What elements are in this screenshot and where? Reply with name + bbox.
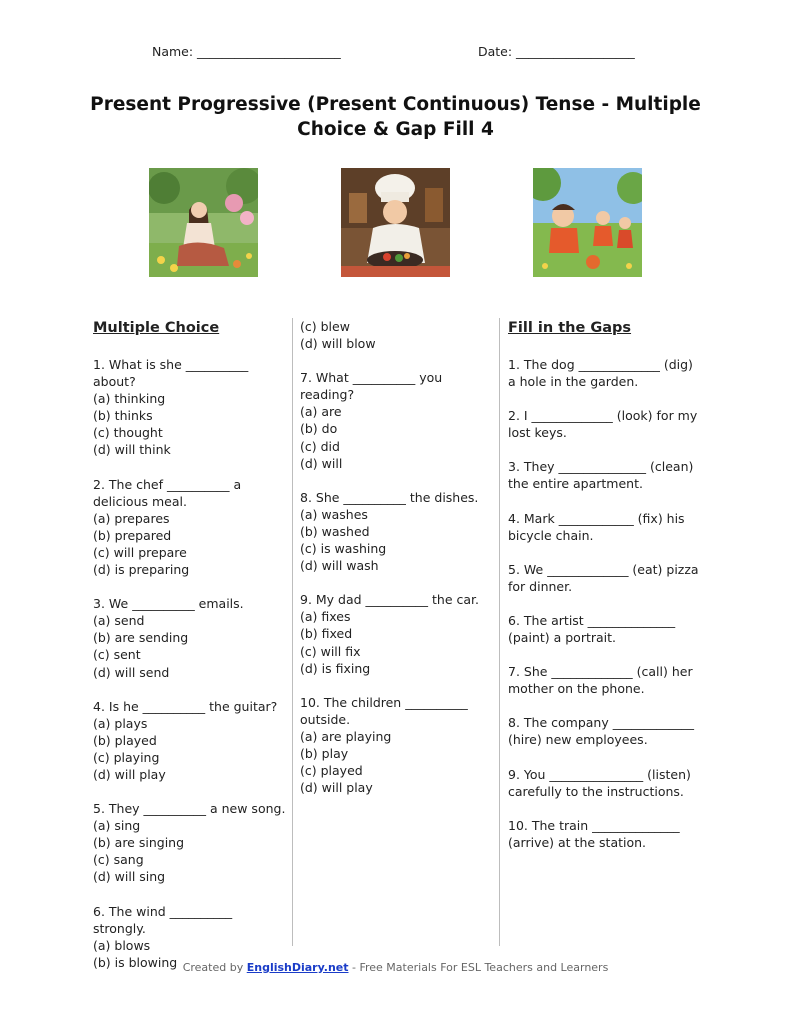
option: (d) will sing <box>93 869 166 885</box>
illustration-chef-cooking <box>341 168 450 277</box>
option: (c) sang <box>93 852 144 868</box>
question-stem: 3. We __________ emails. <box>93 596 244 612</box>
option: (d) is fixing <box>300 660 371 676</box>
option: (d) will blow <box>300 336 376 352</box>
question-stem: 9. My dad __________ the car. <box>300 592 480 608</box>
illustration-children-playing <box>533 168 642 277</box>
option: (a) are <box>300 404 342 420</box>
mc-question <box>300 369 493 472</box>
mc-question <box>93 356 288 459</box>
option: (d) will think <box>93 442 171 458</box>
footer-link[interactable]: EnglishDiary.net <box>246 961 349 974</box>
option: (b) are sending <box>93 630 189 646</box>
option: (c) did <box>300 438 340 454</box>
title-line-2: Choice & Gap Fill 4 <box>297 119 494 140</box>
mc-question <box>93 595 288 680</box>
question-stem: 1. What is she __________ about? <box>93 357 249 390</box>
mc-question-continued <box>300 318 493 352</box>
question-stem: 5. They __________ a new song. <box>93 801 286 817</box>
option: (b) do <box>300 421 338 437</box>
mc-question <box>300 489 493 574</box>
option: (d) will wash <box>300 558 379 574</box>
option: (a) fixes <box>300 609 351 625</box>
option: (a) thinking <box>93 391 166 407</box>
question-stem: 4. Is he __________ the guitar? <box>93 698 278 714</box>
date-field: Date: ___________________ <box>478 44 635 59</box>
footer <box>0 961 791 974</box>
option: (c) will prepare <box>93 544 187 560</box>
question-stem: 7. What __________ you reading? <box>300 370 443 403</box>
option: (d) will <box>300 455 343 471</box>
option: (b) washed <box>300 523 370 539</box>
option: (b) are singing <box>93 835 185 851</box>
question-stem: 8. She __________ the dishes. <box>300 489 479 505</box>
mc-question <box>300 694 493 797</box>
multiple-choice-heading: Multiple Choice <box>93 320 220 336</box>
illustration-woman-garden <box>149 168 258 277</box>
option: (a) washes <box>300 506 368 522</box>
footer-prefix: Created by <box>182 961 247 974</box>
gap-question: 2. I _____________ (look) for my lost keys. <box>508 408 698 441</box>
gap-question: 9. You _______________ (listen) carefully to the instructions. <box>508 766 691 799</box>
option: (c) played <box>300 763 363 779</box>
gap-question: 10. The train ______________ (arrive) at the station. <box>508 817 680 850</box>
column-1 <box>93 318 288 988</box>
question-stem: 6. The wind __________ strongly. <box>93 903 233 936</box>
gap-question: 1. The dog _____________ (dig) a hole in the garden. <box>508 357 693 390</box>
name-field: Name: _______________________ <box>152 44 341 59</box>
option: (b) thinks <box>93 408 153 424</box>
column-2 <box>300 318 493 813</box>
option: (b) played <box>93 732 157 748</box>
option: (a) blows <box>93 937 151 953</box>
gap-question: 4. Mark ____________ (fix) his bicycle chain. <box>508 510 685 543</box>
title-line-1: Present Progressive (Present Continuous) Tense - Multiple <box>90 94 701 115</box>
option: (c) thought <box>93 425 163 441</box>
option: (d) will play <box>93 766 166 782</box>
mc-question <box>93 698 288 783</box>
gap-question: 5. We _____________ (eat) pizza for dinner. <box>508 561 699 594</box>
mc-question <box>93 800 288 885</box>
option: (a) prepares <box>93 510 170 526</box>
option: (a) are playing <box>300 728 392 744</box>
gap-question: 8. The company _____________ (hire) new employees. <box>508 715 694 748</box>
column-3 <box>508 318 700 868</box>
mc-question <box>93 476 288 579</box>
option: (c) playing <box>93 749 160 765</box>
footer-suffix: - Free Materials For ESL Teachers and Learners <box>348 961 609 974</box>
page-title <box>0 92 791 142</box>
column-divider-2 <box>499 318 500 946</box>
option: (a) plays <box>93 715 148 731</box>
option: (a) sing <box>93 818 141 834</box>
option: (c) is washing <box>300 541 387 557</box>
option: (d) will send <box>93 664 170 680</box>
column-divider-1 <box>292 318 293 946</box>
question-stem: 10. The children __________ outside. <box>300 694 468 727</box>
fill-gaps-heading: Fill in the Gaps <box>508 320 632 336</box>
option: (c) will fix <box>300 643 361 659</box>
option: (b) prepared <box>93 527 172 543</box>
option: (d) is preparing <box>93 562 190 578</box>
option: (b) play <box>300 745 349 761</box>
option: (c) blew <box>300 319 350 334</box>
gap-question: 6. The artist ______________ (paint) a portrait. <box>508 612 676 646</box>
option: (c) sent <box>93 647 141 663</box>
mc-question <box>300 591 493 676</box>
question-stem: 2. The chef __________ a delicious meal. <box>93 476 242 509</box>
option: (d) will play <box>300 780 373 796</box>
option: (b) is blowing <box>93 954 178 970</box>
gap-question: 7. She _____________ (call) her mother on the phone. <box>508 664 693 697</box>
option: (a) send <box>93 613 145 629</box>
gap-question: 3. They ______________ (clean) the entire apartment. <box>508 459 694 492</box>
option: (b) fixed <box>300 626 353 642</box>
